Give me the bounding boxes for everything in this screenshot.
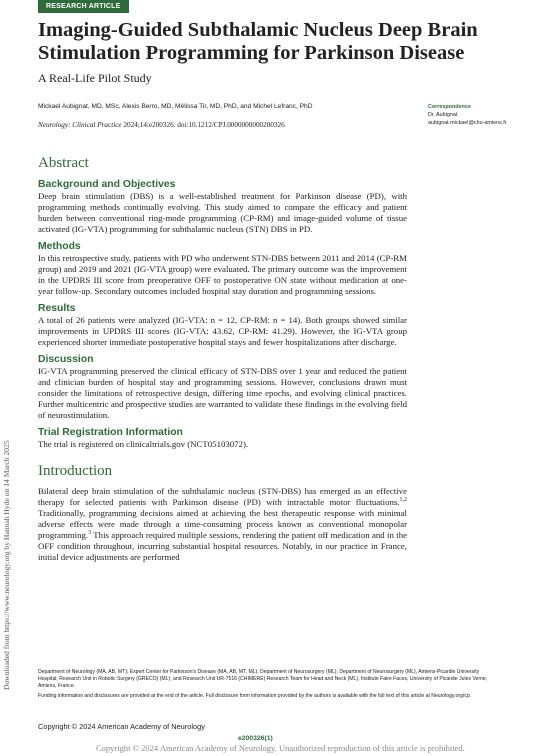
main-content [38, 154, 407, 563]
citation-line [38, 121, 418, 129]
citation-ref-3[interactable]: 3 [88, 530, 92, 537]
download-watermark [2, 438, 14, 690]
correspondence-block [428, 104, 528, 127]
correspondence-name: Dr. Aubignat [428, 111, 458, 118]
intro-part-1: Bilateral deep brain stimulation of the subthalamic nucleus (STN-DBS) has emerged as an effective therapy for selected patients with Parkinson disease (PD) with intractable motor fluctuations. [38, 486, 407, 507]
author-list: Mickael Aubignat, MD, MSc, Alexis Berro, MD, Mélissa Tir, MD, PhD, and Michel Lefranc, PhD [38, 103, 313, 110]
correspondence-heading: Correspondence [428, 104, 471, 110]
abstract-discussion [38, 353, 407, 421]
article-type-badge: RESEARCH ARTICLE [38, 0, 129, 13]
funding-footnote: Funding information and disclosures are provided at the end of the article. Full disclosure form information provided by the authors is available with the full text of this article at Neurology.org/cp. [38, 693, 472, 699]
citation-ref-1-2[interactable]: 1,2 [399, 497, 407, 504]
trial-registration-heading: Trial Registration Information [38, 427, 183, 438]
download-watermark-text: Downloaded from https://www.neurology.org by Hannah Hyde on 14 March 2025 [2, 440, 11, 690]
citation-details: 2024;14:e200326. doi:10.1212/CPJ.0000000000200326 [121, 121, 285, 129]
intro-part-3: This approach required multiple sessions, rendering the patient off medication and in the OFF condition throughout, incurring substantial hospital resources. Notably, in our practice in France, initial device adjustments are performed [38, 530, 407, 562]
introduction-heading: Introduction [38, 463, 113, 479]
page-number: e200326(1) [238, 735, 273, 742]
copyright-line: Copyright © 2024 American Academy of Neurology [38, 722, 205, 731]
intro-part-2: Traditionally, programming decisions aimed at achieving the best therapeutic response with minimal adverse effects were made through a time-consuming process known as conventional monopolar programming. [38, 508, 407, 540]
abstract-methods [38, 240, 407, 297]
introduction-text [38, 486, 407, 563]
trial-registration-text: The trial is registered on clinicaltrials.gov (NCT05103072). [38, 439, 249, 449]
background-heading: Background and Objectives [38, 179, 176, 190]
methods-heading: Methods [38, 241, 81, 252]
article-title: Imaging-Guided Subthalamic Nucleus Deep Brain Stimulation Programming for Parkinson Disease [38, 19, 478, 64]
results-heading: Results [38, 303, 76, 314]
background-text: Deep brain stimulation (DBS) is a well-established treatment for Parkinson disease (PD), with programming methods continually evolving. This study aimed to compare the efficacy and patient burden between conventional ring-mode programming (CP-RM) and image-guided volume of tissue activated (IG-VTA) programming for subthalamic nucleus (STN) DBS in PD. [38, 191, 407, 234]
reproduction-notice: Copyright © 2024 American Academy of Neurology. Unauthorized reproduction of this article is prohibited. [96, 743, 465, 753]
results-text: A total of 26 patients were analyzed (IG-VTA: n = 12, CP-RM: n = 14). Both groups showed similar improvements in UPDRS III scores (IG-VTA: 43.62, CP-RM: 41.29). However, the IG-VTA group experienced shorter immediate postoperative hospital stays and fewer hospitalizations after discharge. [38, 315, 407, 347]
abstract-results [38, 302, 407, 348]
journal-name: Neurology: Clinical Practice [38, 121, 122, 129]
correspondence-email[interactable]: aubignat.mickael@chu-amiens.fr [428, 119, 507, 126]
abstract-trial-registration [38, 426, 407, 450]
footnotes [38, 669, 500, 703]
abstract-heading: Abstract [38, 155, 89, 171]
methods-text: In this retrospective study, patients with PD who underwent STN-DBS between 2011 and 2014 (CP-RM group) and 2019 and 2021 (IG-VTA group) were evaluated. The primary outcome was the improvement in the UPDRS III score from preoperative OFF to postoperative ON state without medication at one-year follow-up. Secondary outcomes included hospital stay duration and programming sessions. [38, 253, 407, 296]
discussion-heading: Discussion [38, 354, 94, 365]
article-subtitle: A Real-Life Pilot Study [38, 71, 152, 85]
affiliations-footnote: Department of Neurology (MA, AB, MT); Expert Center for Parkinson's Disease (MA, AB, MT, ML); Department of Neurosurgery (ML); Department of Neurosurgery (ML), Amiens-Picardie University Hospital; Research Unit in Robotic Surgery (GRECO) (ML); and Research Unit UR-7516 (CHIMERE) Research Team for Head and Neck (ML), Institute Faire Faces, University of Picardie Jules Verne, Amiens, France. [38, 669, 488, 689]
discussion-text: IG-VTA programming preserved the clinical efficacy of STN-DBS over 1 year and reduced the patient and clinician burden of hospital stay and programming sessions. However, conclusions drawn must consider the limitations of retrospective design, differing time epochs, and evolving clinical practices. Further multicentric and prospective studies are warranted to validate these findings in the evolving field of neurostimulation. [38, 366, 407, 420]
abstract-background [38, 178, 407, 235]
